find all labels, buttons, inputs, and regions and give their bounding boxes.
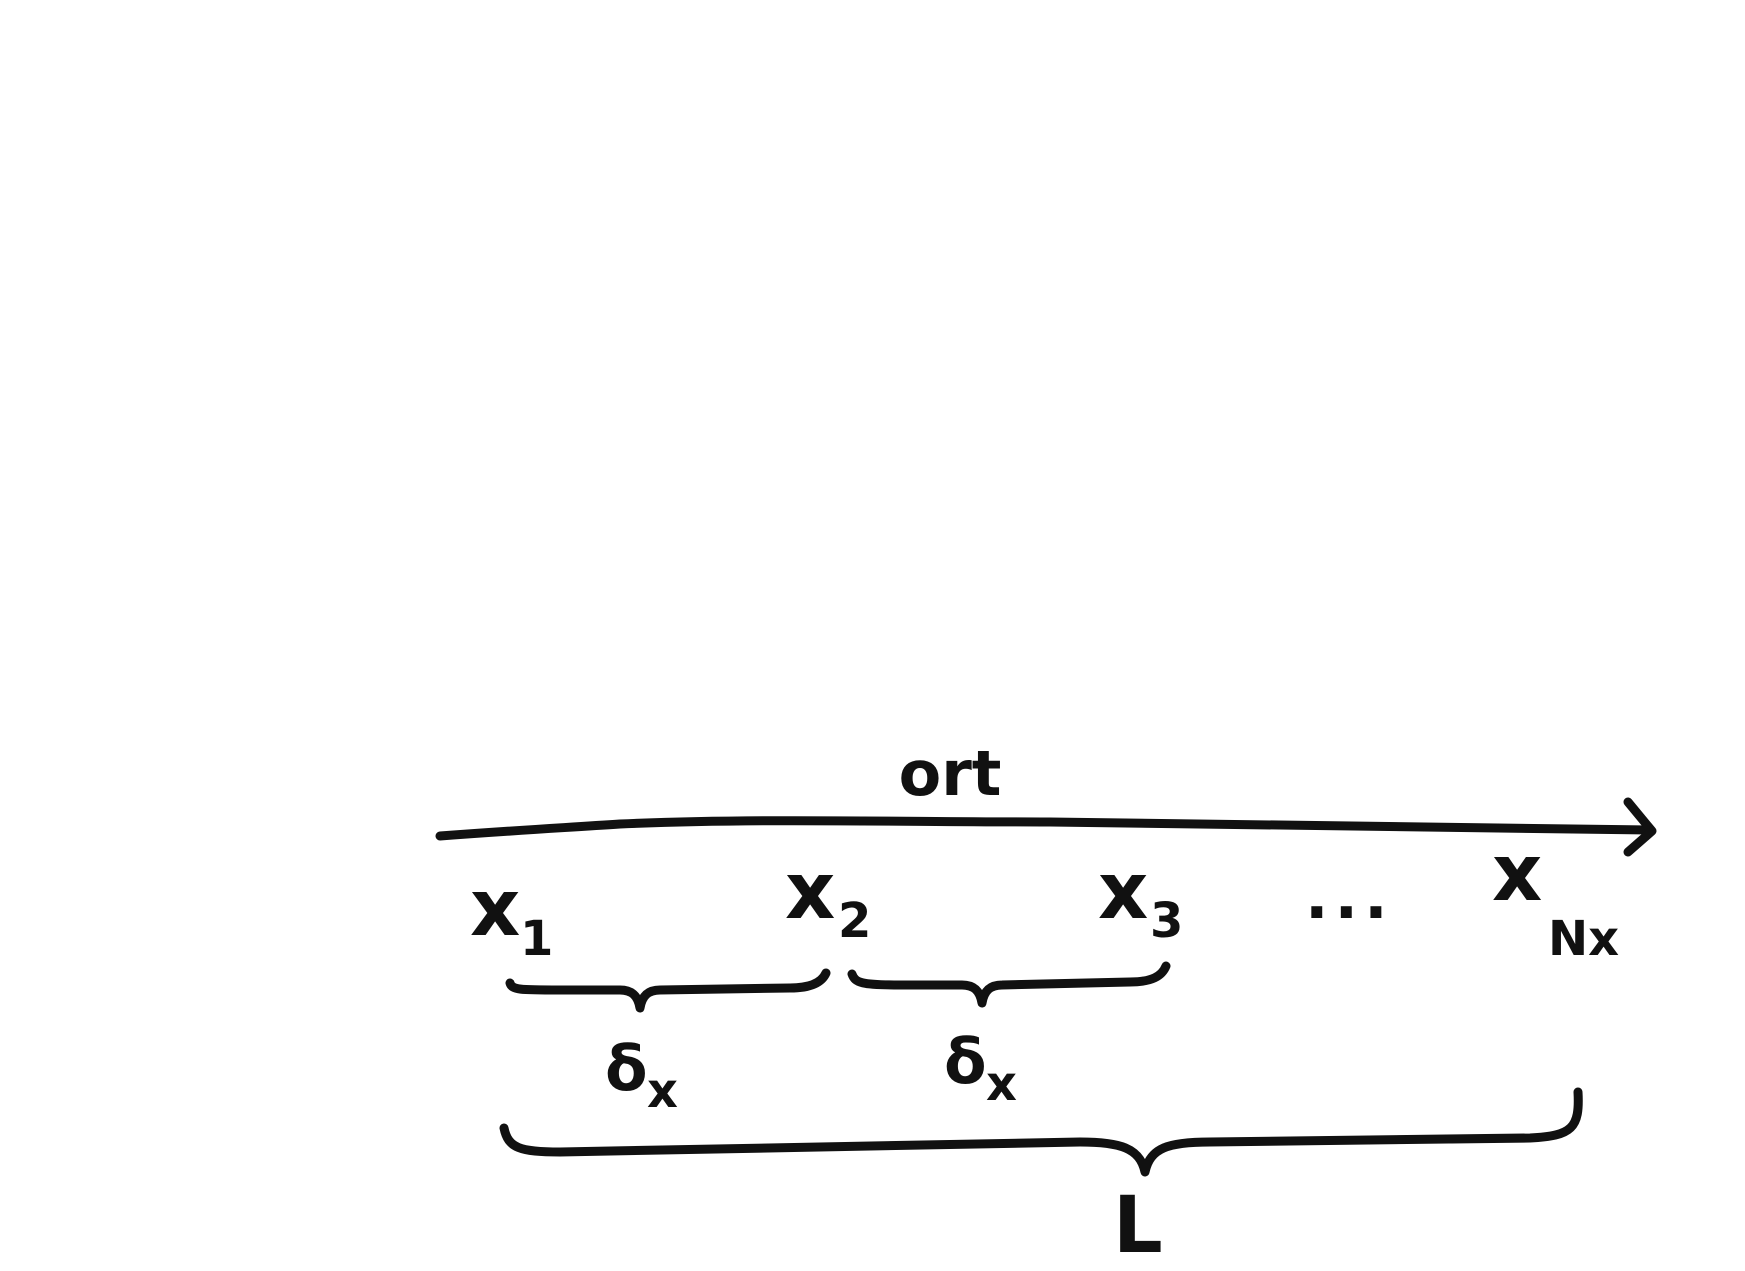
spacing-label-2-symbol: δ (944, 1025, 987, 1098)
point-x3-base: x (1098, 847, 1149, 937)
ellipsis: ... (1305, 860, 1394, 933)
point-x2 (785, 847, 871, 949)
spacing-label-1-subscript: x (647, 1063, 678, 1119)
point-x1-base: x (470, 864, 521, 954)
spacing-brace-2 (852, 966, 1166, 1003)
point-x1 (470, 864, 553, 967)
spacing-label-1 (605, 1032, 678, 1119)
length-label: L (1113, 1181, 1163, 1271)
point-xnx (1492, 829, 1619, 967)
spacing-label-2 (944, 1025, 1017, 1112)
point-x3-subscript: 3 (1150, 893, 1184, 949)
point-x3 (1098, 847, 1183, 949)
point-x1-subscript: 1 (520, 911, 554, 967)
point-x2-subscript: 2 (838, 893, 872, 949)
spacing-brace-1 (510, 973, 826, 1008)
point-x2-base: x (785, 847, 836, 937)
axis-line (440, 821, 1650, 836)
spacing-label-2-subscript: x (986, 1056, 1017, 1112)
point-xnx-subscript: Nx (1548, 911, 1620, 967)
axis-label: ort (898, 737, 1002, 810)
point-xnx-base: x (1492, 829, 1543, 919)
spacing-label-1-symbol: δ (605, 1032, 648, 1105)
